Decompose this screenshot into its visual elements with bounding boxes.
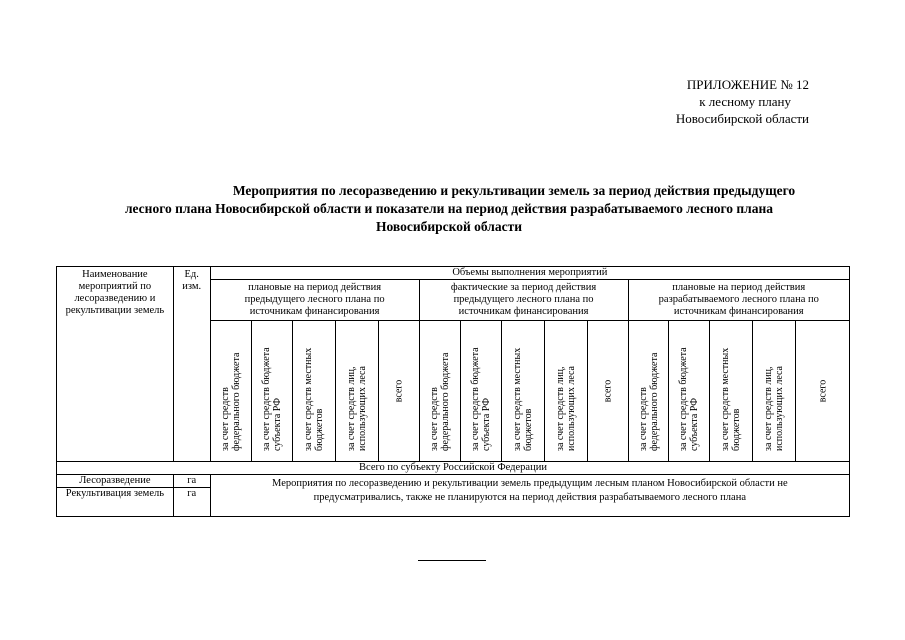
sub-local-2: за счет средств местных бюджетов [501,321,544,462]
annex-region: Новосибирской области [675,111,809,126]
group-planned-prev: плановые на период действия предыдущего лесного плана по источникам финансирования [210,280,419,321]
sub-federal-2: за счет средств федерального бюджета [419,321,460,462]
annex-number: ПРИЛОЖЕНИЕ № 12 [686,77,809,92]
document-title [60,182,838,236]
title-line-3: Новосибирской области [375,219,523,234]
group-planned-new: плановые на период действия разрабатываемого лесного плана по источникам финансирования [628,280,849,321]
sub-total-1: всего [378,321,419,462]
sub-federal-3: за счет средств федерального бюджета [628,321,669,462]
sub-federal-1: за счет средств федерального бюджета [210,321,251,462]
title-line-1: Мероприятия по лесоразведению и рекультивации земель за период действия предыдущего [232,183,796,198]
measures-table [56,266,850,517]
sub-total-3: всего [796,321,850,462]
annex-block [589,76,809,127]
header-volumes: Объемы выполнения мероприятий [210,267,849,280]
annex-subtitle: к лесному плану [699,94,791,109]
header-unit: Ед. изм. [173,267,210,462]
sub-local-1: за счет средств местных бюджетов [292,321,335,462]
sub-local-3: за счет средств местных бюджетов [710,321,753,462]
title-line-2: лесного плана Новосибирской области и показатели на период действия разрабатываемого лесного плана [124,201,774,216]
sub-subject-1: за счет средств бюджета субъекта РФ [251,321,292,462]
footer-divider [418,560,486,561]
row-unit-0: га [173,475,210,488]
sub-total-2: всего [587,321,628,462]
note-cell: Мероприятия по лесоразведению и рекультивации земель предыдущим лесным планом Новосибирской области не предусматривались, также не планируются на период действия разрабатываемого лесного плана [210,475,849,517]
group-actual-prev: фактические за период действия предыдущего лесного плана по источникам финансирования [419,280,628,321]
sub-subject-3: за счет средств бюджета субъекта РФ [669,321,710,462]
row-name-0: Лесоразведение [57,475,174,488]
sub-users-3: за счет средств лиц, использующих леса [753,321,796,462]
row-name-1: Рекультивация земель [57,488,174,517]
sub-subject-2: за счет средств бюджета субъекта РФ [460,321,501,462]
row-unit-1: га [173,488,210,517]
sub-users-2: за счет средств лиц, использующих леса [544,321,587,462]
total-row: Всего по субъекту Российской Федерации [57,462,850,475]
header-name: Наименование мероприятий по лесоразведению и рекультивации земель [57,267,174,462]
sub-users-1: за счет средств лиц, использующих леса [335,321,378,462]
